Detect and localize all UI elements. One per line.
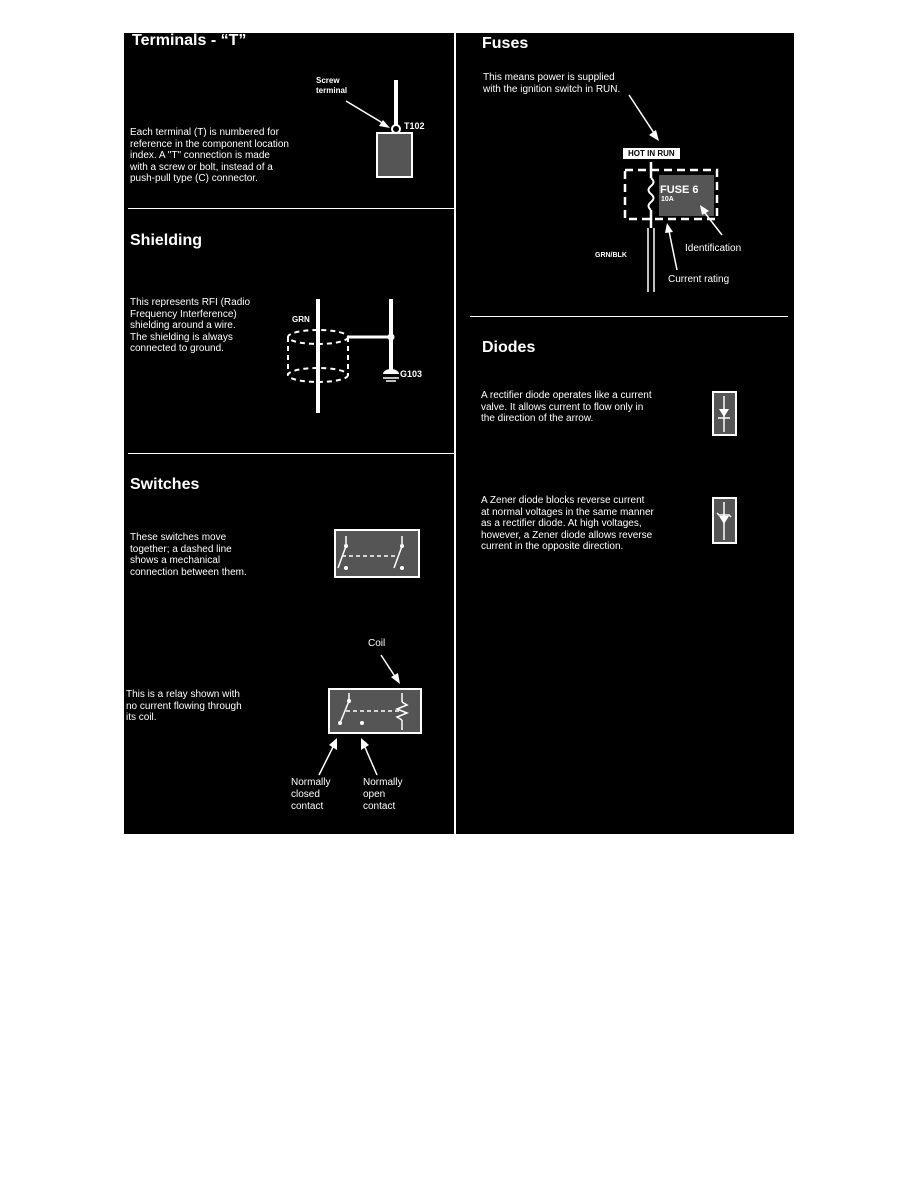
ground-id: G103 (400, 369, 423, 379)
zener-description: A Zener diode blocks reverse current at normal voltages in the same manner as a rectifier diode. At high voltages, however, a Zener diode allows reverse current in the opposite direction. (481, 495, 654, 552)
fuses-title: Fuses (482, 35, 529, 52)
terminals-title: Terminals - “T” (132, 33, 247, 49)
terminal-id: T102 (404, 121, 425, 131)
fuses-description: This means power is supplied with the ignition switch in RUN. (483, 72, 621, 95)
fuse-wire-label: GRN/BLK (595, 252, 627, 259)
normally-open-label: Normally open contact (363, 777, 403, 812)
diodes-title: Diodes (482, 339, 536, 356)
switches-title: Switches (130, 476, 200, 493)
shielding-description: This represents RFI (Radio Frequency Interference) shielding around a wire. The shielding is always connected to ground. (130, 297, 251, 354)
switches-description: These switches move together; a dashed line shows a mechanical connection between them. (130, 532, 247, 578)
terminals-description: Each terminal (T) is numbered for reference in the component location index. A "T" connection is made with a screw or bolt, instead of a push-pull type (C) connector. (130, 127, 289, 184)
current-rating-label: Current rating (668, 274, 730, 285)
shield-wire-label: GRN (292, 315, 310, 324)
diode-symbols (124, 33, 794, 834)
fuse-name: FUSE 6 (660, 184, 699, 196)
hot-in-run-label: HOT IN RUN (623, 148, 680, 159)
legend-panel (124, 33, 794, 834)
shielding-title: Shielding (130, 232, 202, 249)
identification-label: Identification (685, 243, 742, 254)
rectifier-description: A rectifier diode operates like a current valve. It allows current to flow only in the direction of the arrow. (481, 390, 652, 423)
screw-terminal-label: Screw terminal (316, 76, 348, 95)
fuse-rating: 10A (661, 196, 674, 203)
normally-closed-label: Normally closed contact (291, 777, 331, 812)
relay-description: This is a relay shown with no current flowing through its coil. (126, 689, 242, 723)
coil-label: Coil (368, 638, 386, 649)
